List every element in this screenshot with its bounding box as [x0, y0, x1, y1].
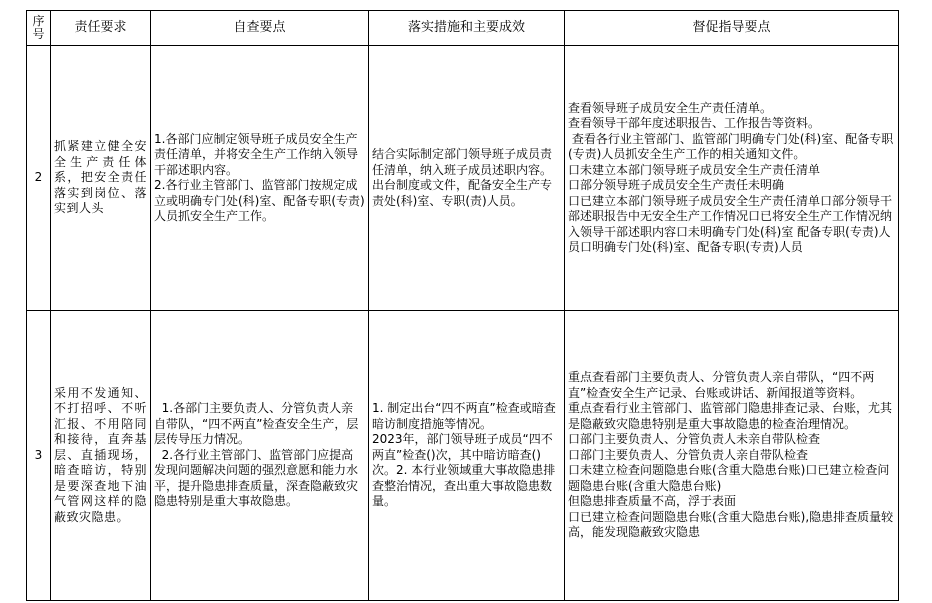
row-measures	[369, 46, 565, 311]
row-duty: 抓紧建立健全安全生产责任体系，把安全责任落实到岗位、落实到人头	[51, 46, 151, 311]
guide-line: 查看领导班子成员安全生产责任清单。	[568, 100, 773, 115]
guide-line: 重点查看部门主要负责人、分管负责人亲自带队，“四不两直”检查安全生产记录、台账或讲话、新闻报道等资料。	[568, 370, 875, 400]
guide-line: 但隐患排查质量不高，浮于表面	[568, 494, 737, 509]
responsibility-table	[26, 10, 899, 601]
row-seq: 2	[27, 46, 51, 311]
row-measures-text: 1. 制定出台“四不两直”检查或暗查暗访制度措施等情况。 2023年，部门领导班子成员“四不两直”检查()次，其中暗访暗查()次。2. 本行业领域重大事故隐患排查整治情况，查出重大事故隐患数量。	[372, 401, 556, 509]
guide-line: 口部门主要负责人、分管负责人未亲自带队检查	[568, 432, 821, 447]
guide-line: 口部分领导班子成员安全生产责任未明确	[568, 178, 785, 192]
guide-line: 口已建立本部门领导班子成员安全生产责任清单口部分领导干部述职报告中无安全生产工作情况口已将安全生产工作情况纳入领导干部述职内容口未明确专门处(科)室 配备专职(专责)人员口明确专门处(科)室、配备专职(专责)人员	[568, 193, 893, 254]
guide-line: 口已建立检查问题隐患台账(含重大隐患台账),隐患排查质量较高，能发现隐蔽致灾隐患	[568, 509, 894, 540]
guide-line: 查看领导干部年度述职报告、工作报告等资料。	[568, 116, 821, 130]
header-guide: 督促指导要点	[565, 11, 899, 46]
row-check-text: 1.各部门应制定领导班子成员安全生产责任清单，并将安全生产工作纳入领导干部述职内容。 2.各行业主管部门、监管部门按规定成立或明确专门处(科)室、配备专职(专责)人员抓安全生产工作。	[154, 131, 365, 223]
guide-line: 口未建立检查问题隐患台账(含重大隐患台账)口已建立检查问题隐患台账(含重大隐患台账)	[568, 463, 890, 493]
table-row	[27, 311, 899, 601]
header-check: 自查要点	[151, 11, 369, 46]
row-seq: 3	[27, 311, 51, 601]
header-measures: 落实措施和主要成效	[369, 11, 565, 46]
row-check	[151, 311, 369, 601]
row-check	[151, 46, 369, 311]
row-duty: 采用不发通知、不打招呼、不听汇报、不用陪同和接待，直奔基层、直插现场，暗查暗访，特别是要深查地下油气管网这样的隐蔽致灾隐患。	[51, 311, 151, 601]
guide-line: 重点查看行业主管部门、监管部门隐患排查记录、台账，尤其是隐蔽致灾隐患特别是重大事故隐患的检查治理情况。	[568, 401, 893, 431]
guide-line: 口未建立本部门领导班子成员安全生产责任清单	[568, 162, 821, 177]
header-seq: 序号	[27, 11, 51, 46]
guide-line: 口部门主要负责人、分管负责人亲自带队检查	[568, 447, 809, 462]
header-duty: 责任要求	[51, 11, 151, 46]
guide-line: 查看各行业主管部门、监管部门明确专门处(科)室、配备专职(专责)人员抓安全生产工作的相关通知文件。	[568, 131, 894, 161]
row-measures-text: 结合实际制定部门领导班子成员责任清单，纳入班子成员述职内容。 出台制度或文件，配备安全生产专责处(科)室、专职(责)人员。	[372, 147, 553, 208]
table-row	[27, 46, 899, 311]
row-guide	[565, 46, 899, 311]
row-check-text: 1.各部门主要负责人、分管负责人亲自带队，“四不两直”检查安全生产，层层传导压力情况。 2.各行业主管部门、监管部门应提高发现问题解决问题的强烈意愿和能力水平，提升隐患排查质量，深查隐蔽致灾隐患特别是重大事故隐患。	[154, 401, 359, 509]
header-row	[27, 11, 899, 46]
row-measures	[369, 311, 565, 601]
row-guide	[565, 311, 899, 601]
